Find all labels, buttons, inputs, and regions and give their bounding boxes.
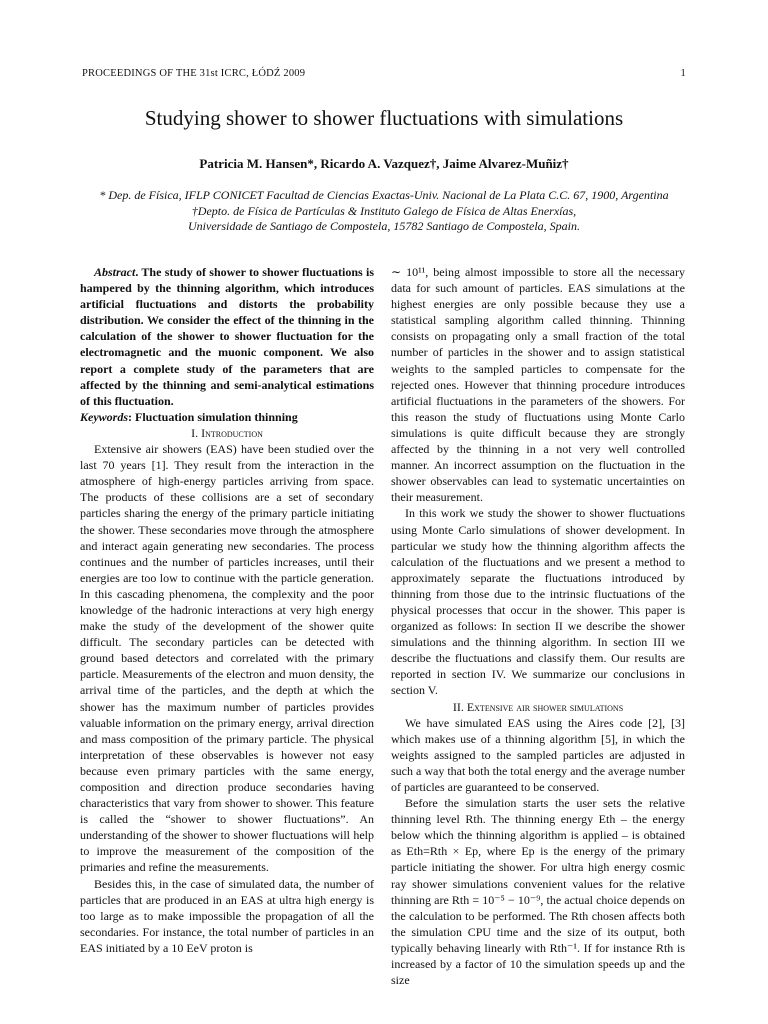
running-head-text: PROCEEDINGS OF THE 31st ICRC, ŁÓDŹ 2009 [82,68,306,79]
keywords-label: Keywords [80,409,128,424]
intro-paragraph-4: In this work we study the shower to shower fluctuations using Monte Carlo simulations of shower development. In particular we study how the thinning algorithm affects the calculation of the fluctuations and we present a method to approximately separate the fluctuations introduced by thinning from those due to the intrinsic fluctuations of the physical processes that occur in the shower. This paper is organized as follows: In section II we describe the shower simulations and the thinning algorithm. In section III we describe the fluctuations and classify them. Our results are reported in section IV. We summarize our conclusions in section V. [391,506,685,698]
affiliation-1: * Dep. de Física, IFLP CONICET Facultad de Ciencias Exactas-Univ. Nacional de La Plata C.C. 67, 1900, Argentina [99,188,669,202]
running-head [82,68,686,79]
sim-paragraph-1: We have simulated EAS using the Aires code [2], [3] which makes use of a thinning algorithm [5], in which the weights assigned to the sampled particles are adjusted in such a way that both the total energy and the average number of particles are guaranteed to be conserved. [391,715,686,794]
affiliations [40,188,728,235]
intro-paragraph-1: Extensive air showers (EAS) have been studied over the last 70 years [1]. They result from the interaction in the atmosphere of high-energy particles arriving from space. The products of these collisions are a set of secondary particles sharing the energy of the primary particle initiating the shower. These secondaries move through the atmosphere and interact again generating new secondaries. The process continues and the number of particles increases, until their energies are too low to continue with the particle generation. In this cascading phenomena, the complexity and the poor knowledge of the hadronic interactions at very high energy make the study of the development of the shower quite difficult. The secondary particles can be detected with ground based detectors and correlated with the primary particle. Measurements of the electron and muon density, the arrival time of the particles, and the depth at which the shower has the maximum number of particles provides valuable information on the primary energy, arrival direction and mass composition of the primary particle. The physical interpretation of these observables is however not easy because even primary particles with the same energy, composition and direction produce secondaries having characteristics that vary from shower to shower. This feature is called the “shower to shower fluctuations”. An understanding of the shower to shower fluctuations will help to improve the measurement of the composition of the primaries and refine the measurements. [80,442,374,875]
intro-paragraph-3: ∼ 10¹¹, being almost impossible to store all the necessary data for such amount of particles. EAS simulations at the highest energies are only possible because they use a statistical sampling algorithm called thinning. Thinning consists on propagating only a small fraction of the total number of particles in the shower and to assign statistical weights to the sampled particles to compensate for the rejected ones. However that thinning procedure introduces artificial fluctuations in the parameters of the showers. For this reason the study of fluctuations using Monte Carlo simulations is quite difficult because they are strongly affected by the thinning in a not very well controlled manner. An incorrect assumption on the fluctuation in the shower observables can lead to systematic uncertainties on their measurement. [391,265,685,505]
left-column [80,264,374,956]
paper-title: Studying shower to shower fluctuations with simulations [144,106,624,130]
abstract-text: . The study of shower to shower fluctuations is hampered by the thinning algorithm, which introduces artificial fluctuations and distorts the probability distribution. We consider the effect of the thinning in the calculation of the shower to shower fluctuation for the electromagnetic and the muonic component. We also report a complete study of the parameters that are affected by the thinning and semi-analytical estimations of this fluctuation. [80,265,374,408]
abstract-label: Abstract [94,265,136,279]
section-heading-simulations: II. Extensive air shower simulations [452,699,624,714]
sim-paragraph-2: Before the simulation starts the user sets the relative thinning level Rth. The thinning energy Eth – the energy below which the thinning algorithm is applied – is obtained as Eth=Rth × Ep, where Ep is the energy of the primary particle initiating the shower. For ultra high energy cosmic ray shower simulations convenient values for the relative thinning are Rth = 10⁻⁵ − 10⁻⁹, the actual choice depends on the calculation to be performed. The Rth chosen affects both the simulation CPU time and the size of its output, both typically behaving linearly with Rth⁻¹. If for instance Rth is increased by a factor of 10 the simulation speeds up and the size [391,796,685,988]
affiliation-2: †Depto. de Física de Partículas & Instituto Galego de Física de Altas Enerxías, [191,203,577,218]
section-heading-introduction: I. Introduction [191,425,263,440]
keywords [80,409,374,425]
intro-paragraph-2: Besides this, in the case of simulated data, the number of particles that are produced in an EAS at ultra high energy is too large as to make impossible the propagation of all the secondaries. For instance, the total number of particles in an EAS initiated by a 10 EeV proton is [80,876,374,955]
right-column [391,264,685,988]
author-list: Patricia M. Hansen*, Ricardo A. Vazquez†, Jaime Alvarez-Muñiz† [199,156,569,171]
affiliation-3: Universidade de Santiago de Compostela, 15782 Santiago de Compostela, Spain. [188,219,580,233]
page-number: 1 [680,68,686,79]
abstract [80,264,374,409]
keywords-text: : Fluctuation simulation thinning [128,409,298,424]
